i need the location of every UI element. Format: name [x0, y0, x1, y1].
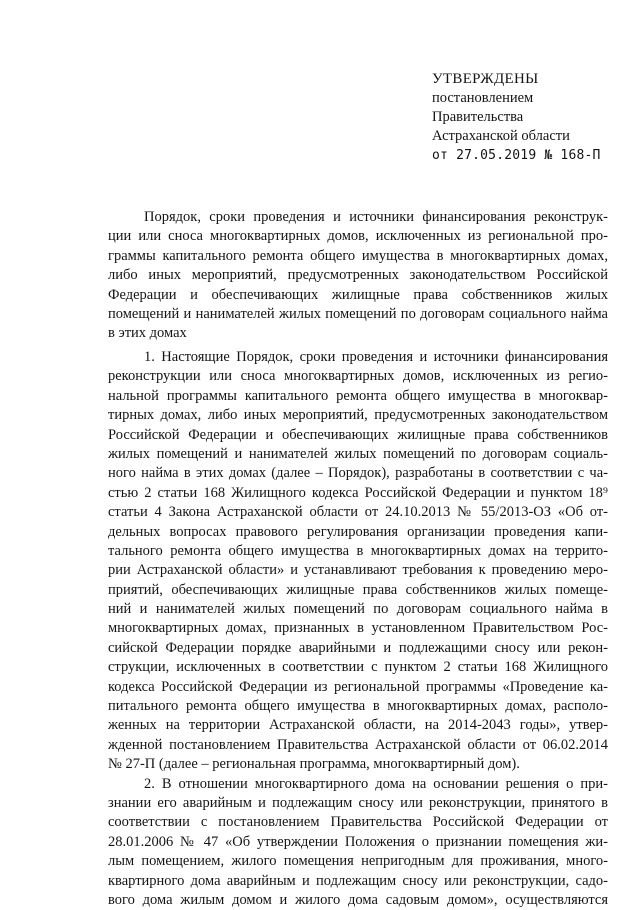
paragraph-1-line: кодекса Российской Федерации из региональной программы «Проведение ка- [108, 678, 608, 695]
heading-line: Федерации и обеспечивающих жилищные права собственников жилых [108, 286, 608, 303]
approval-stamp [432, 70, 632, 165]
heading-line: помещений и нанимателей жилых помещений по договорам социального найма [108, 306, 608, 323]
paragraph-1-line: питального ремонта общего имущества в многоквартирных домах, располо- [108, 698, 608, 715]
paragraph-1-line: тирных домах, либо иных мероприятий, предусмотренных законодательством [108, 407, 608, 424]
paragraph-2-line: квартирного дома аварийным и подлежащим сносу или реконструкции, садо- [108, 872, 608, 889]
approval-line: Астраханской области [432, 128, 570, 144]
paragraph-1-line: статьи 4 Закона Астраханской области от 24.10.2013 № 55/2013-ОЗ «Об от- [108, 504, 608, 521]
paragraph-2-line: знании его аварийным и подлежащим сносу или реконструкции, принятого в [108, 794, 608, 811]
paragraph-1-line: ний и нанимателей жилых помещений по договорам социального найма в [108, 601, 608, 618]
heading-line: либо иных мероприятий, предусмотренных законодательством Российской [108, 267, 608, 284]
heading-line: граммы капитального ремонта общего имущества в многоквартирных домах, [108, 247, 608, 264]
paragraph-1-line: нальной программы капитального ремонта общего имущества в многоквар- [108, 387, 608, 404]
paragraph-1-line: стью 2 статьи 168 Жилищного кодекса Российской Федерации и пунктом 18⁹ [108, 484, 608, 501]
paragraph-1-line: струкции, исключенных в соответствии с пунктом 2 статьи 168 Жилищного [108, 659, 608, 676]
paragraph-1-line: женных на территории Астраханской области, на 2014-2043 годы», утвер- [108, 717, 608, 734]
paragraph-1-line: ного найма в этих домах (далее – Порядок), разработаны в соответствии с ча- [108, 465, 608, 482]
paragraph-1-line: жилых помещений и нанимателей жилых помещений по договорам социаль- [108, 445, 608, 462]
approval-title: УТВЕРЖДЕНЫ [432, 71, 539, 87]
heading-line: Порядок, сроки проведения и источники финансирования реконструк- [144, 209, 608, 225]
approval-date: от 27.05.2019 № 168-П [432, 148, 601, 163]
document-body [108, 348, 608, 910]
paragraph-1-line: многоквартирных домах, признанных в установленном Правительством Рос- [108, 620, 608, 637]
approval-line: постановлением [432, 90, 534, 106]
paragraph-1-line: тального ремонта общего имущества в многоквартирных домах на террито- [108, 542, 608, 559]
paragraph-1-line: сийской Федерации порядке аварийными и подлежащими сносу или рекон- [108, 639, 608, 656]
paragraph-2-line: 28.01.2006 № 47 «Об утверждении Положения о признании помещения жи- [108, 833, 608, 850]
document-heading [108, 208, 608, 344]
heading-line: ции или сноса многоквартирных домов, исключенных из региональной про- [108, 228, 608, 245]
paragraph-1-line: № 27-П (далее – региональная программа, многоквартирный дом). [108, 756, 520, 773]
paragraph-1-line: Российской Федерации и обеспечивающих жилищные права собственников [108, 426, 608, 443]
paragraph-2-line: лым помещением, жилого помещения непригодным для проживания, много- [108, 853, 608, 870]
paragraph-2-line: 2. В отношении многоквартирного дома на основании решения о при- [144, 775, 608, 792]
heading-line: в этих домах [108, 325, 187, 342]
paragraph-2-line: вого дома жилым домом и жилого дома садовым домом», осуществляются [108, 891, 608, 908]
paragraph-1-line: жденной постановлением Правительства Астраханской области от 06.02.2014 [108, 736, 608, 753]
paragraph-1-line: 1. Настоящие Порядок, сроки проведения и источники финансирования [144, 349, 608, 365]
approval-line: Правительства [432, 109, 524, 125]
paragraph-2-line: соответствии с постановлением Правительства Российской Федерации от [108, 814, 608, 831]
paragraph-1-line: реконструкции или сноса многоквартирных домов, исключенных из регио- [108, 368, 608, 385]
paragraph-1-line: дельных вопросах правового регулирования организации проведения капи- [108, 523, 608, 540]
paragraph-1-line: рии Астраханской области» и устанавливают требования к проведению меро- [108, 562, 608, 579]
paragraph-1-line: приятий, обеспечивающих жилищные права собственников жилых помеще- [108, 581, 608, 598]
